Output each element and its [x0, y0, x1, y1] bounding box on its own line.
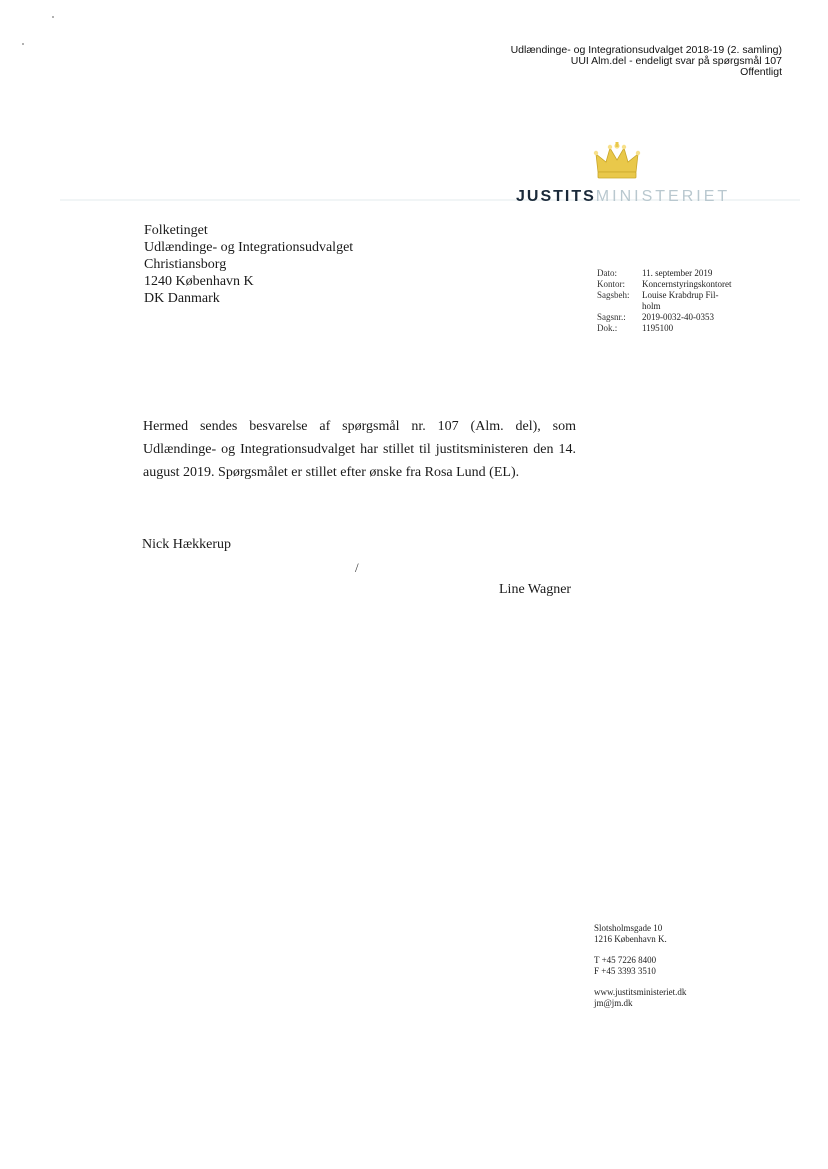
recipient-address: [144, 222, 353, 307]
case-number-label: Sagsnr.:: [597, 312, 626, 322]
scan-speck: [22, 43, 24, 45]
footer-city: 1216 København K.: [594, 934, 667, 944]
letter-body: Hermed sendes besvarelse af spørgsmål nr. 107 (Alm. del), som Udlændinge- og Integrationsudvalget har stillet til justitsministeren den 14. august 2019. Spørgsmålet er stillet efter ønske fra Rosa Lund (EL).: [143, 419, 576, 480]
recipient-line: Udlændinge- og Integrationsudvalget: [144, 240, 354, 255]
office-value: Koncernstyringskontoret: [642, 279, 732, 289]
signature-separator: /: [355, 560, 359, 575]
ministry-contact: [594, 923, 686, 1009]
minister-signature: Nick Hækkerup: [142, 537, 232, 552]
footer-fax: F +45 3393 3510: [594, 966, 656, 976]
office-label: Kontor:: [597, 279, 625, 289]
document-number-label: Dok.:: [597, 323, 618, 333]
handler-value: Louise Krabdrup Fil- holm: [642, 290, 719, 311]
crown-icon: [592, 142, 642, 182]
recipient-line: Folketinget: [144, 223, 208, 238]
official-signature: Line Wagner: [499, 582, 572, 597]
document-number-value: 1195100: [642, 323, 674, 333]
header-status: Offentligt: [740, 66, 782, 78]
date-value: 11. september 2019: [642, 268, 713, 278]
letter-metadata: [597, 268, 752, 334]
ministry-wordmark: [516, 188, 730, 206]
footer-website-link[interactable]: www.justitsministeriet.dk: [594, 987, 687, 997]
footer-street: Slotsholmsgade 10: [594, 923, 663, 933]
recipient-line: DK Danmark: [144, 291, 220, 306]
handler-label: Sagsbeh:: [597, 290, 630, 300]
recipient-line: 1240 København K: [144, 274, 254, 289]
header-case-ref: UUI Alm.del - endeligt svar på spørgsmål 107: [570, 55, 782, 67]
wordmark-light: MINISTERIET: [595, 188, 731, 205]
date-label: Dato:: [597, 268, 617, 278]
wordmark-bold: JUSTITS: [516, 188, 596, 205]
recipient-line: Christiansborg: [144, 257, 227, 272]
document-header: [422, 45, 782, 78]
footer-email-link[interactable]: jm@jm.dk: [594, 998, 633, 1008]
scan-speck: [52, 16, 54, 18]
footer-phone: T +45 7226 8400: [594, 955, 657, 965]
header-committee: Udlændinge- og Integrationsudvalget 2018-19 (2. samling): [510, 44, 782, 56]
case-number-value: 2019-0032-40-0353: [642, 312, 714, 322]
